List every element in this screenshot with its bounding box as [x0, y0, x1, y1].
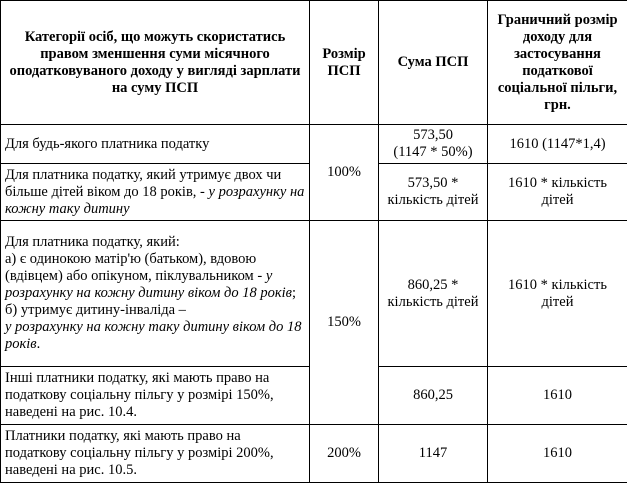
category-a-end: ;: [291, 285, 296, 301]
sum-other-150: 860,25: [379, 367, 488, 425]
header-row: [1, 1, 627, 125]
sum-two-children: 573,50 * кількість дітей: [379, 164, 488, 221]
category-intro: Для платника податку, який:: [5, 234, 180, 250]
category-a-note: у розрахунку на кожну дитину віком до 18 років: [5, 268, 292, 301]
category-text: Для платника податку, який утримує двох чи більше дітей віком до 18 років, -: [5, 166, 282, 200]
sum-formula: (1147 * 50%): [393, 144, 473, 160]
category-two-children: [1, 164, 310, 221]
sum-value: 573,50: [413, 127, 453, 143]
size-100: 100%: [310, 125, 379, 221]
header-limit: Граничний розмір доходу для застосування податкової соціальної пільги, грн.: [488, 1, 627, 125]
size-200: 200%: [310, 425, 379, 483]
header-category: Категорії осіб, що можуть скористатись правом зменшення суми місячного оподатковуваного доходу у вигляді зарплати на суму ПСП: [1, 1, 310, 125]
category-b-note: у розрахунку на кожну таку дитину віком до 18 років: [5, 319, 302, 352]
category-other-150: Інші платники податку, які мають право на податкову соціальну пільгу у розмірі 150%, наведені на рис. 10.4.: [1, 367, 310, 425]
sum-single-parent: 860,25 * кількість дітей: [379, 221, 488, 367]
category-single-parent: [1, 221, 310, 367]
limit-two-children: 1610 * кількість дітей: [488, 164, 627, 221]
header-sum: Сума ПСП: [379, 1, 488, 125]
category-a-text: а) є одинокою матір'ю (батьком), вдовою (вдівцем) або опікуном, піклувальником -: [5, 251, 263, 284]
limit-other-200: 1610: [488, 425, 627, 483]
category-b-end: .: [36, 336, 41, 352]
table-row: [1, 425, 627, 483]
size-150: 150%: [310, 221, 379, 425]
category-note: у розрахунку на кожну таку дитину: [5, 183, 305, 217]
limit-other-150: 1610: [488, 367, 627, 425]
limit-any-payer: 1610 (1147*1,4): [488, 125, 627, 164]
category-any-payer: Для будь-якого платника податку: [1, 125, 310, 164]
sum-any-payer: [379, 125, 488, 164]
table-row: [1, 221, 627, 367]
table-row: [1, 125, 627, 164]
limit-single-parent: 1610 * кількість дітей: [488, 221, 627, 367]
category-other-200: Платники податку, які мають право на податкову соціальну пільгу у розмірі 200%, наведені на рис. 10.5.: [1, 425, 310, 483]
category-b-text: б) утримує дитину-інваліда –: [5, 302, 186, 318]
sum-other-200: 1147: [379, 425, 488, 483]
header-size: Розмір ПСП: [310, 1, 379, 125]
